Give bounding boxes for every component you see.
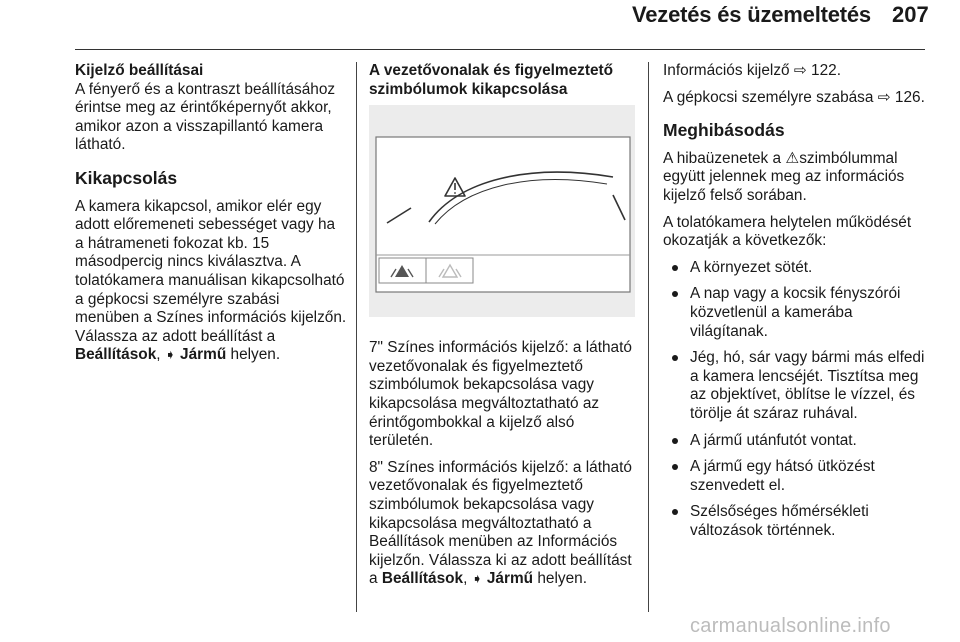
separator: ,	[156, 346, 165, 364]
bullet-icon	[672, 438, 678, 444]
column-3	[663, 62, 927, 548]
bullet-icon	[672, 509, 678, 515]
list-item	[663, 259, 927, 278]
page-number: 207	[892, 2, 929, 27]
arrow-icon: ➧	[164, 347, 176, 363]
text-run-end: szimbólummal együtt jelennek meg az információs kijelző felső sorában.	[663, 149, 905, 204]
camera-display-illustration	[369, 105, 635, 317]
column-2	[369, 62, 635, 597]
section-heading-display-settings: Kijelző beállításai	[75, 62, 204, 79]
separator: ,	[463, 570, 472, 588]
list-item-text: A környezet sötét.	[690, 258, 813, 276]
causes-list	[663, 259, 927, 541]
bullet-icon	[672, 464, 678, 470]
section-heading-fault: Meghibásodás	[663, 120, 785, 141]
list-item-text: A nap vagy a kocsik fényszórói közvetlenül a kamerába világítanak.	[690, 285, 901, 340]
list-item-text: A jármű utánfutót vontat.	[690, 431, 857, 449]
column-divider-1	[356, 62, 357, 612]
camera-display-svg	[369, 105, 635, 317]
footer-watermark[interactable]: carmanualsonline.info	[690, 615, 891, 637]
screen-frame	[376, 137, 630, 292]
bullet-icon	[672, 291, 678, 297]
paragraph-switch-off	[75, 198, 347, 365]
text-run: A hibaüzenetek a	[663, 149, 786, 167]
cross-reference-personalization: A gépkocsi személyre szabása ⇨ 126.	[663, 88, 925, 106]
text-run-end: helyen.	[226, 346, 281, 364]
column-divider-2	[648, 62, 649, 612]
list-item	[663, 458, 927, 495]
list-item-text: Szélsőséges hőmérsékleti változások történnek.	[690, 503, 869, 539]
section-heading-switch-off: Kikapcsolás	[75, 167, 178, 188]
header-rule	[75, 49, 925, 50]
warning-triangle-icon: ⚠	[785, 149, 800, 167]
paragraph-7-inch-display: 7" Színes információs kijelző: a látható vezetővonalak és figyelmeztető szimbólumok bekapcsolása vagy kikapcsolása megváltoztatható az érintőgombokkal a kijelző alsó területén.	[369, 339, 632, 450]
paragraph-fault-messages	[663, 150, 927, 206]
bullet-icon	[672, 355, 678, 361]
column-1	[75, 62, 347, 373]
paragraph-causes-intro: A tolatókamera helytelen működését okozatják a következők:	[663, 213, 912, 250]
arrow-icon: ➧	[471, 571, 483, 587]
text-run-end: helyen.	[533, 570, 587, 588]
bullet-icon	[672, 265, 678, 271]
list-item	[663, 503, 927, 540]
bold-term-vehicle: Jármű	[486, 570, 534, 588]
section-heading-guidelines: A vezetővonalak és figyelmeztető szimbólumok kikapcsolása	[369, 62, 614, 98]
list-item	[663, 432, 927, 451]
list-item	[663, 285, 927, 341]
text-run: 8" Színes információs kijelző: a látható vezetővonalak és figyelmeztető szimbólumok bekapcsolása vagy kikapcsolása megváltoztatható a Beállítások menüben az Információs kijelzőn. Válassza ki az adott beállítást a	[369, 458, 632, 588]
list-item-text: A jármű egy hátsó ütközést szenvedett el.	[690, 458, 875, 494]
bold-term-vehicle: Jármű	[180, 346, 227, 364]
cross-reference-info-display: Információs kijelző ⇨ 122.	[663, 62, 841, 79]
bold-term-settings: Beállítások	[75, 346, 157, 364]
list-item-text: Jég, hó, sár vagy bármi más elfedi a kamera lencséjét. Tisztítsa meg az objektívet, öblítse le vízzel, és törölje át száraz ruhával.	[690, 349, 925, 422]
text-run: A kamera kikapcsol, amikor elér egy adott előremeneti sebességet vagy ha a hátrameneti fokozat kb. 15 másodpercig nincs kiválasztva. A tolatókamera manuálisan kikapcsolható a gépkocsi személyre szabási menüben a Színes információs kijelzőn. Válassza az adott beállítást a	[75, 197, 347, 345]
paragraph-8-inch-display	[369, 459, 635, 589]
bold-term-settings: Beállítások	[381, 570, 464, 588]
paragraph-display-settings: A fényerő és a kontraszt beállításához érintse meg az érintőképernyőt akkor, amikor azon a visszapillantó kamera látható.	[75, 80, 336, 154]
header-title: Vezetés és üzemeltetés	[632, 2, 871, 27]
list-item	[663, 349, 927, 423]
